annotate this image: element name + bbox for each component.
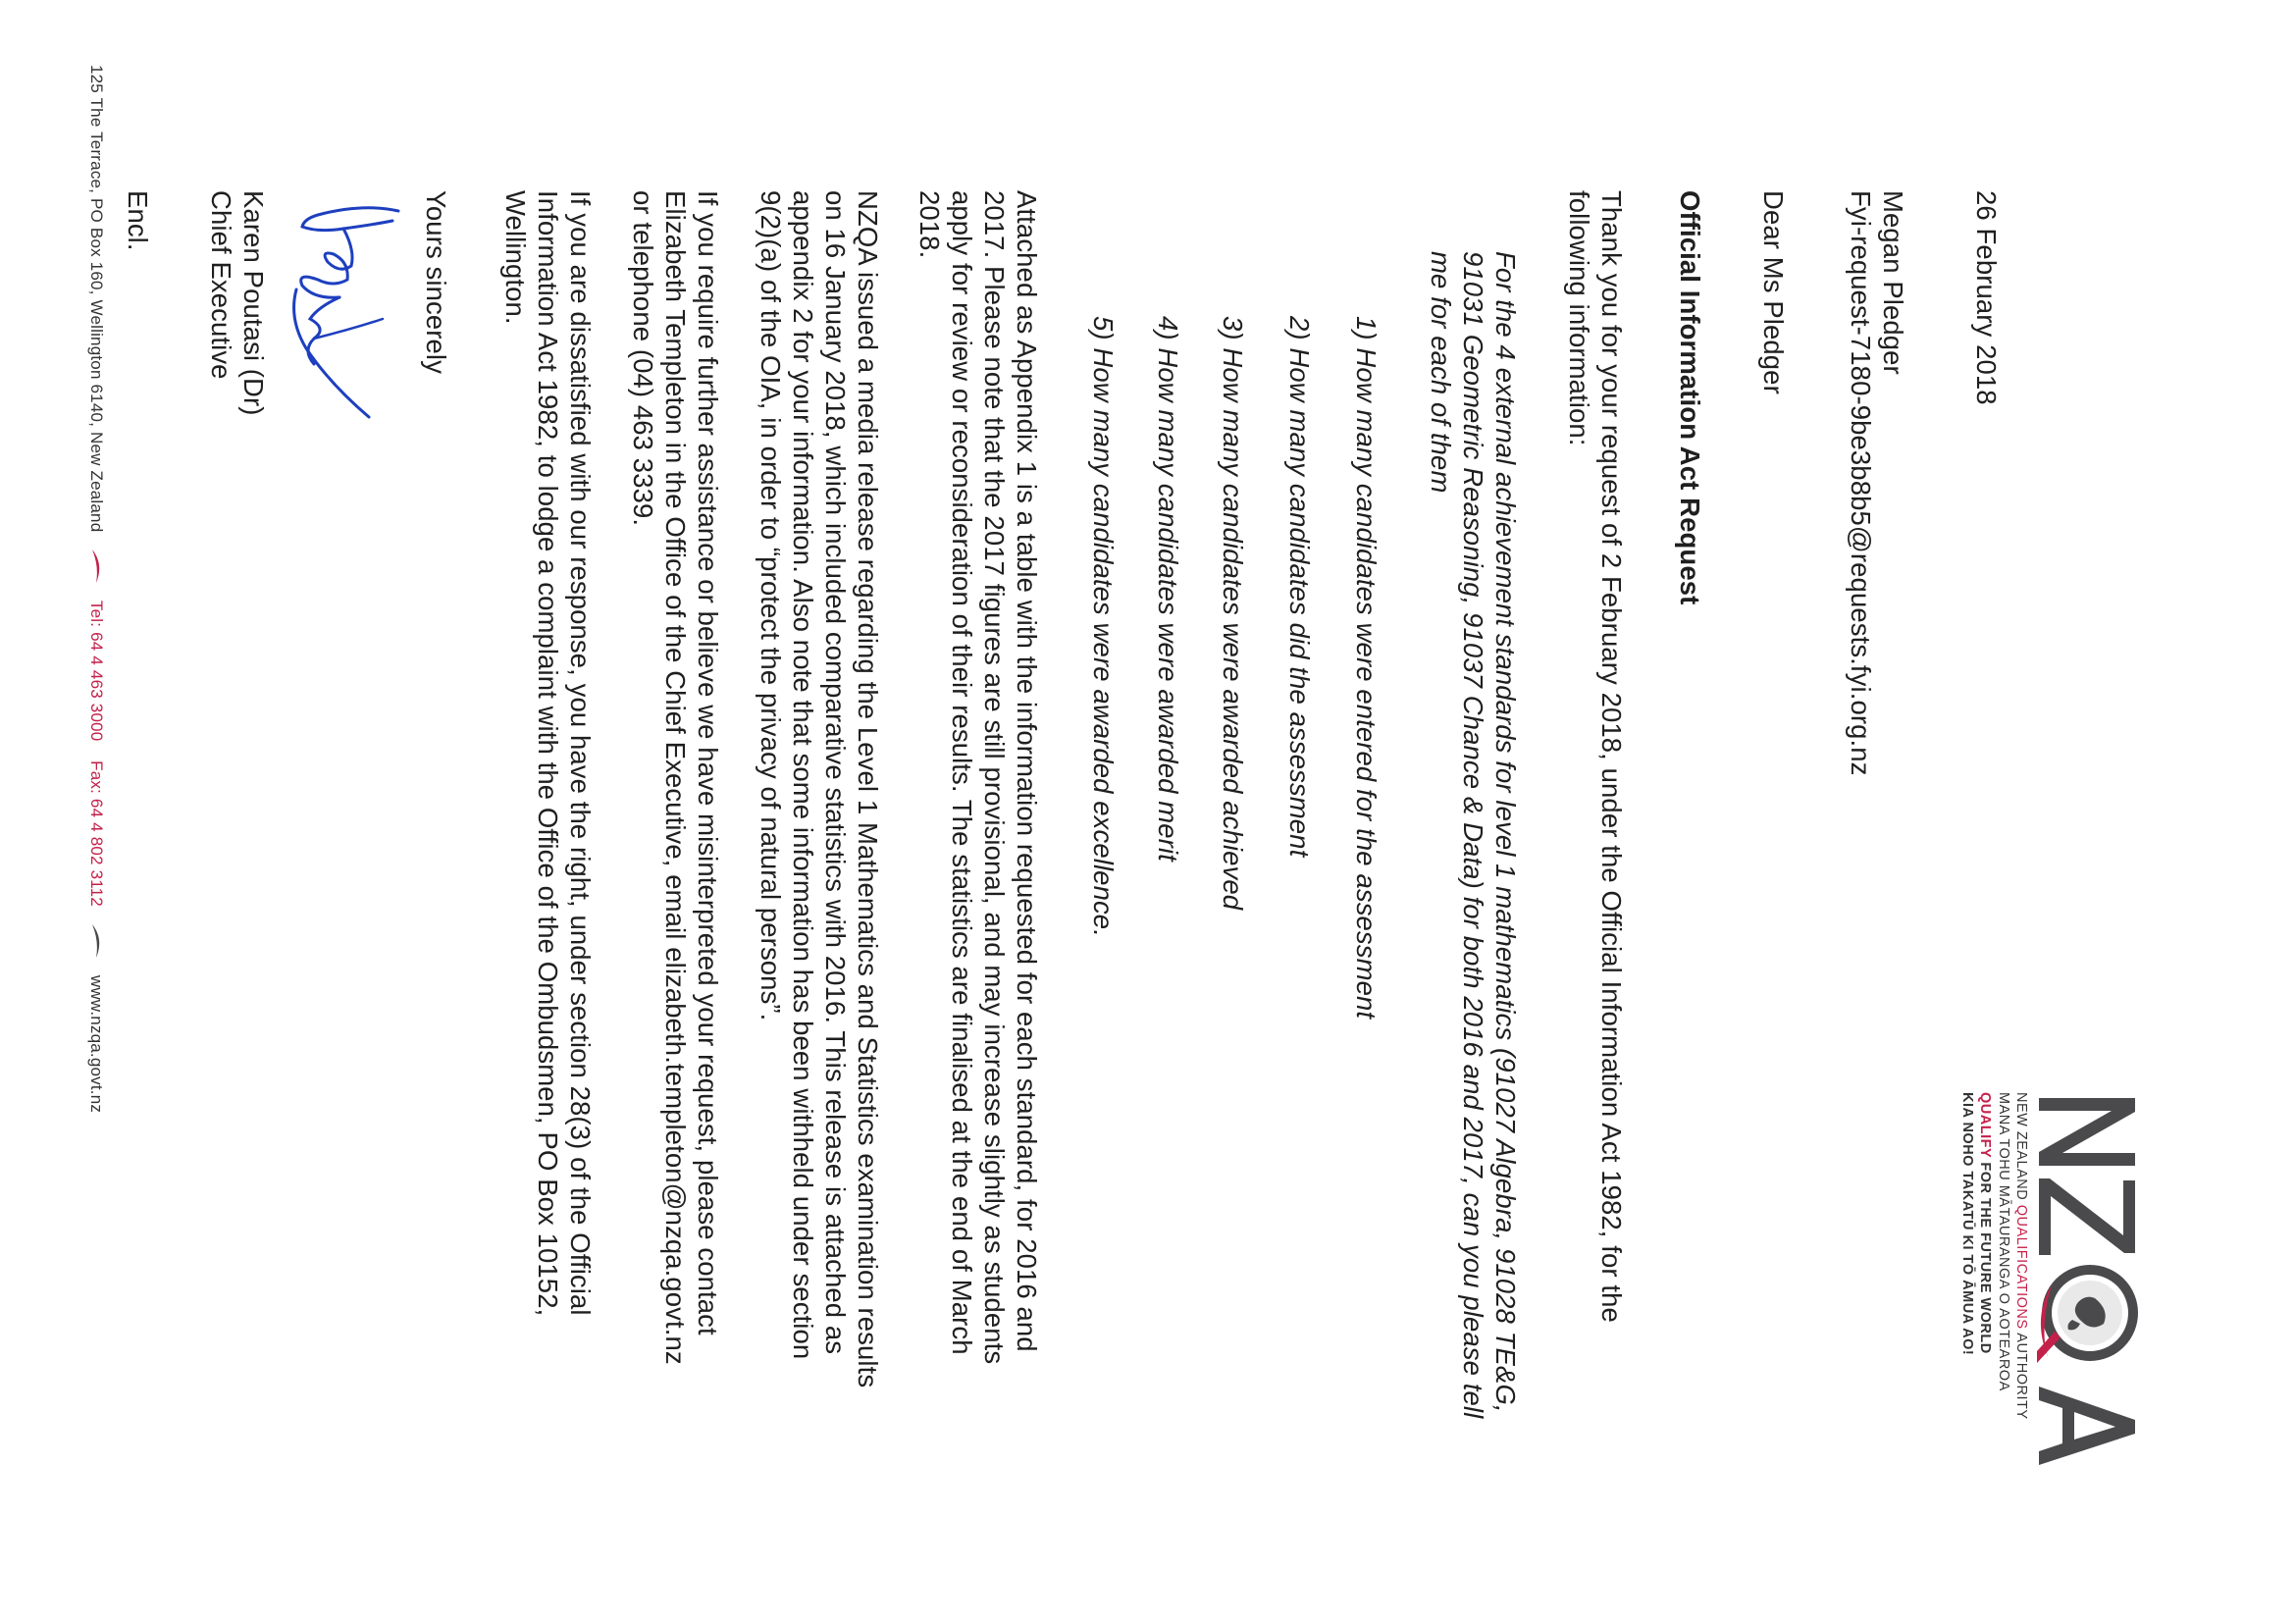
body-line: Information Act 1982, to lodge a complaint with the Office of the Ombudsmen, PO Box 10152,	[533, 190, 563, 1317]
request-quote-line: 91031 Geometric Reasoning, 91037 Chance & Data) for both 2016 and 2017, can you please tell	[1458, 251, 1488, 1419]
logo-motto-maori: KIA NOHO TAKATŪ KI TŌ ĀMUA AO!	[1959, 1092, 1975, 1356]
letterhead-footer	[86, 65, 106, 1615]
letter-subject: Official Information Act Request	[1675, 190, 1705, 605]
request-question: 5) How many candidates were awarded excellence.	[1088, 316, 1119, 937]
letter-date: 26 February 2018	[1971, 190, 2002, 405]
logo-motto-english: QUALIFY FOR THE FUTURE WORLD	[1977, 1092, 1993, 1354]
recipient-name: Megan Pledger	[1878, 190, 1908, 375]
body-line: on 16 January 2018, which included comparative statistics with 2016. This release is attached as	[820, 190, 851, 1355]
logo-tagline-english: NEW ZEALAND QUALIFICATIONS AUTHORITY	[2013, 1092, 2029, 1420]
request-question: 2) How many candidates did the assessment	[1284, 316, 1315, 858]
salutation: Dear Ms Pledger	[1758, 190, 1789, 394]
body-line: apply for review or reconsideration of their results. The statistics are finalised at the end of March	[947, 190, 977, 1355]
request-question: 4) How many candidates were awarded merit	[1153, 316, 1183, 862]
request-question: 1) How many candidates were entered for the assessment	[1351, 316, 1382, 1020]
body-line: appendix 2 for your information. Also note that some information has been withheld under section	[788, 190, 818, 1360]
footer-address: 125 The Terrace, PO Box 160, Wellington 6140, New Zealand	[87, 65, 106, 533]
body-line: Elizabeth Templeton in the Office of the Chief Executive, email elizabeth.templeton@nzqa.govt.nz	[660, 190, 691, 1365]
body-line: 2017. Please note that the 2017 figures are still provisional, and may increase slightly as students	[979, 190, 1010, 1365]
nzqa-logo	[2036, 1092, 2139, 1465]
recipient-email: Fyi-request-7180-9be3b8b5@requests.fyi.org.nz	[1846, 190, 1876, 776]
closing: Yours sincerely	[421, 190, 451, 374]
body-line: or telephone (04) 463 3339.	[628, 190, 658, 527]
request-question: 3) How many candidates were awarded achieved	[1218, 316, 1248, 911]
request-quote-line: me for each of them	[1426, 251, 1456, 494]
body-line: If you are dissatisfied with our response, you have the right, under section 28(3) of the Official	[565, 190, 596, 1316]
footer-fax: Fax: 64 4 802 3112	[87, 760, 106, 907]
signatory-title: Chief Executive	[206, 190, 236, 380]
body-line: NZQA issued a media release regarding the Level 1 Mathematics and Statistics examination results	[853, 190, 883, 1388]
body-line: If you require further assistance or believe we have misinterpreted your request, please contact	[693, 190, 723, 1335]
request-quote-line: For the 4 external achievement standards for level 1 mathematics (91027 Algebra, 91028 TE&G,	[1490, 251, 1521, 1413]
intro-line: following information:	[1564, 190, 1594, 446]
intro-line: Thank you for your request of 2 February 2018, under the Official Information Act 1982, for the	[1596, 190, 1627, 1323]
grey-swoosh-icon	[88, 923, 102, 959]
body-line: Wellington.	[500, 190, 531, 325]
body-line: 2018.	[914, 190, 945, 259]
enclosure-note: Encl.	[123, 190, 153, 251]
logo-tagline-maori: MANA TOHU MĀTAURANGA O AOTEAROA	[1996, 1092, 2011, 1391]
signature	[275, 172, 412, 446]
signatory-name: Karen Poutasi (Dr)	[238, 190, 269, 416]
red-swoosh-icon	[88, 549, 102, 584]
body-line: 9(2)(a) of the OIA, in order to “protect the privacy of natural persons”.	[756, 190, 786, 1021]
body-line: Attached as Appendix 1 is a table with the information requested for each standard, for 2016 and	[1012, 190, 1042, 1352]
footer-website: www.nzqa.govt.nz	[87, 974, 106, 1114]
footer-telephone: Tel: 64 4 463 3000	[87, 600, 106, 742]
